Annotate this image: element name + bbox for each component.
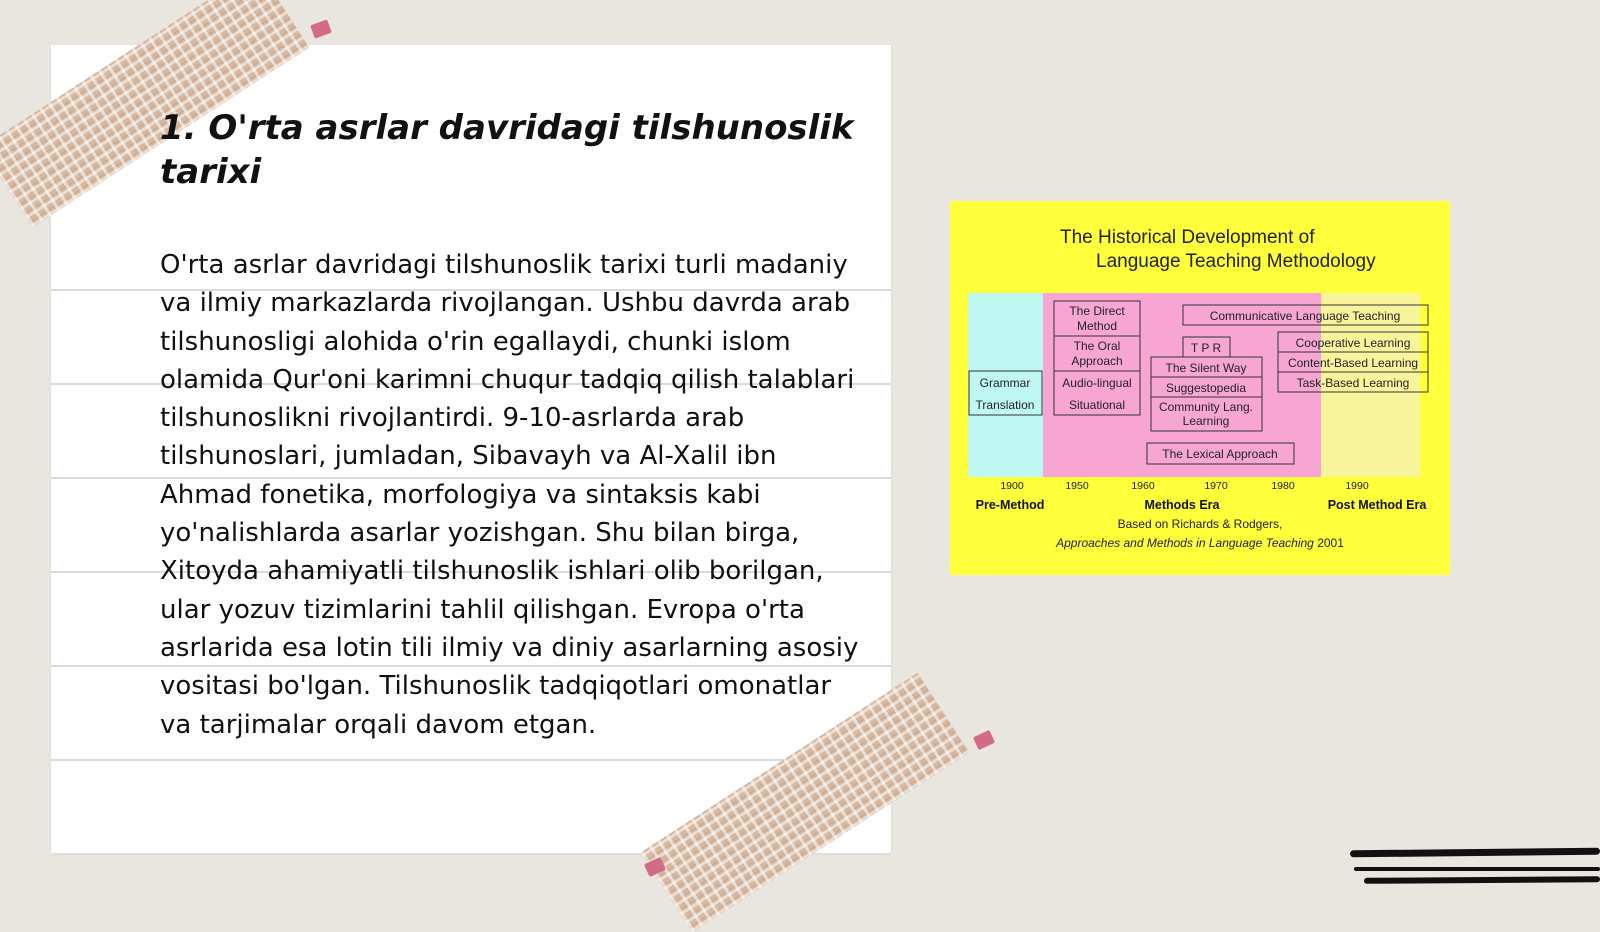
tpr-label: T P R — [1190, 341, 1222, 355]
year-tick-label: 1980 — [1271, 480, 1295, 492]
oral-approach-label-2: Approach — [1071, 354, 1123, 368]
diagram-title-line1: The Historical Development of — [1060, 227, 1315, 248]
community-label-2: Learning — [1182, 414, 1230, 428]
source-book-title: Approaches and Methods in Language Teaching — [1056, 536, 1314, 550]
situational-label: Situational — [1068, 398, 1126, 412]
tape-tip-decoration — [973, 730, 995, 750]
silent-way-label: The Silent Way — [1165, 361, 1247, 375]
paper-rule-line — [51, 759, 891, 761]
decorative-brush-lines — [1350, 845, 1600, 895]
translation-label: Translation — [975, 398, 1035, 412]
year-tick-label: 1950 — [1065, 480, 1089, 492]
slide-title: 1. O'rta asrlar davridagi tilshunoslik tarixi — [160, 108, 854, 192]
task-based-label: Task-Based Learning — [1296, 376, 1410, 390]
diagram-title-line2: Language Teaching Methodology — [1096, 251, 1376, 272]
source-line-2 — [1055, 536, 1344, 550]
brush-line — [1364, 876, 1600, 884]
year-tick-label: 1990 — [1345, 480, 1369, 492]
source-line-1: Based on Richards & Rodgers, — [1117, 517, 1283, 531]
source-year: 2001 — [1313, 536, 1344, 550]
clt-label: Communicative Language Teaching — [1209, 309, 1401, 323]
era-pre-method-label: Pre-Method — [975, 498, 1045, 512]
slide-body-text: O'rta asrlar davridagi tilshunoslik tarixi turli madaniy va ilmiy markazlarda rivojlangan. Ushbu davrda arab tilshunosligi alohida o'rin egallaydi, chunki islom olamida Qur'oni karimni chuqur tadqiq qilish talablari tilshunoslikni rivojlantirdi. 9-10-asrlarda arab tilshunoslari, jumladan, Sibavayh va Al-Xalil ibn Ahmad fonetika, morfologiya va sintaksis kabi yo'nalishlarda asarlar yozishgan. Shu bilan birga, Xitoyda ahamiyatli tilshunoslik ishlari olib borilgan, ular yozuv tizimlarini tahlil qilishgan. Evropa o'rta asrlarida esa lotin tili ilmiy va diniy asarlarning asosiy vositasi bo'lgan. Tilshunoslik tadqiqotlari omonatlar va tarjimalar orqali davom etgan. — [160, 250, 859, 740]
year-tick-label: 1970 — [1204, 480, 1228, 492]
suggestopedia-label: Suggestopedia — [1165, 381, 1247, 395]
cooperative-label: Cooperative Learning — [1295, 336, 1411, 350]
audio-lingual-label: Audio-lingual — [1062, 376, 1132, 390]
brush-line — [1350, 848, 1600, 858]
direct-method-label-2: Method — [1076, 319, 1118, 333]
tape-tip-decoration — [310, 19, 332, 38]
direct-method-label-1: The Direct — [1069, 304, 1125, 318]
era-methods-label: Methods Era — [1144, 498, 1220, 512]
methodology-diagram — [950, 201, 1450, 575]
era-post-method-label: Post Method Era — [1327, 498, 1427, 512]
lexical-approach-label: The Lexical Approach — [1162, 447, 1278, 461]
year-tick-label: 1900 — [1000, 480, 1024, 492]
brush-line — [1354, 867, 1600, 871]
oral-approach-label-1: The Oral — [1073, 339, 1121, 353]
year-tick-label: 1960 — [1131, 480, 1155, 492]
grammar-label: Grammar — [979, 376, 1031, 390]
content-based-label: Content-Based Learning — [1287, 356, 1419, 370]
community-label-1: Community Lang. — [1158, 400, 1254, 414]
